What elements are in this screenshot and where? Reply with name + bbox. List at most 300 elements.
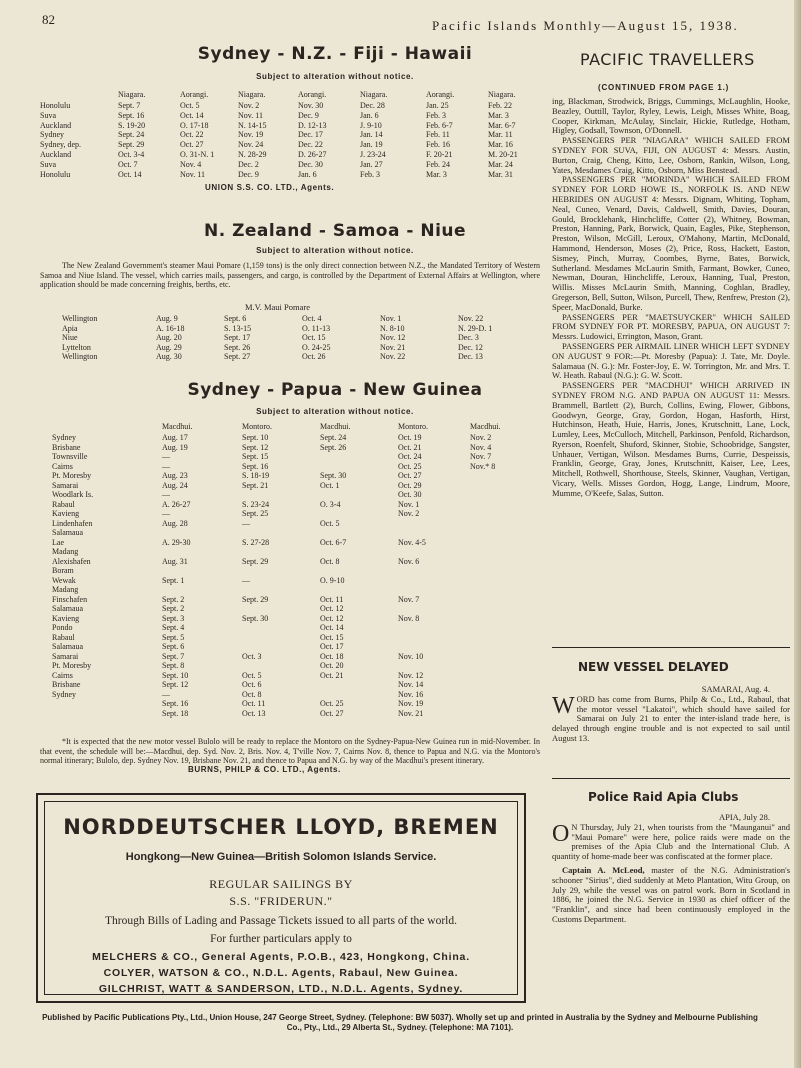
schedule-date: Jan. 19 bbox=[360, 140, 383, 150]
port-name: Wellington bbox=[62, 314, 98, 323]
schedule-column bbox=[156, 314, 184, 362]
schedule-date: Aug. 29 bbox=[156, 342, 182, 352]
schedule-date: Sept. 30 bbox=[242, 613, 269, 623]
papua-subject: Subject to alteration without notice. bbox=[256, 407, 414, 416]
schedule-date: Dec. 13 bbox=[458, 352, 483, 362]
schedule-date: Sept. 4 bbox=[162, 623, 185, 632]
schedule-date bbox=[398, 585, 428, 595]
schedule-date bbox=[398, 519, 428, 529]
schedule-date bbox=[242, 633, 272, 643]
schedule-date bbox=[398, 566, 428, 576]
ad-ship: S.S. "FRIDERUN." bbox=[229, 894, 333, 908]
schedule-date: — bbox=[242, 575, 250, 585]
schedule-date bbox=[320, 490, 350, 500]
schedule-date: Jan. 6 bbox=[298, 169, 317, 179]
papua-agents: BURNS, PHILP & CO. LTD., Agents. bbox=[188, 765, 341, 774]
schedule-date: Nov. 16 bbox=[398, 689, 424, 699]
ship-name: Aorangi. bbox=[298, 90, 327, 99]
schedule-date bbox=[398, 547, 428, 557]
schedule-date: Oct. 8 bbox=[320, 556, 340, 566]
schedule-date bbox=[398, 576, 428, 586]
schedule-date: Feb. 22 bbox=[488, 101, 512, 110]
schedule-date: Oct. 8 bbox=[242, 689, 262, 699]
schedule-date bbox=[242, 623, 272, 633]
schedule-date: Nov. 10 bbox=[398, 651, 424, 661]
schedule-date: Sept. 2 bbox=[162, 594, 185, 604]
schedule-date: Oct. 27 bbox=[180, 140, 204, 150]
port-name: Pondo bbox=[52, 623, 73, 632]
raid-article bbox=[552, 813, 790, 925]
schedule-date: Nov. 24 bbox=[238, 140, 264, 150]
schedule-date: Feb. 16 bbox=[426, 140, 450, 150]
schedule-date: Sept. 27 bbox=[224, 352, 251, 362]
schedule-date: Feb. 11 bbox=[426, 130, 450, 140]
schedule-date: Nov. 21 bbox=[398, 708, 424, 718]
travellers-body bbox=[552, 97, 790, 499]
schedule-date: Nov. 6 bbox=[398, 556, 420, 566]
port-name: Brisbane bbox=[52, 680, 81, 689]
schedule-date: Nov. 2 bbox=[398, 509, 420, 518]
schedule-date: Mar. 31 bbox=[488, 169, 513, 179]
schedule-date: Oct. 7 bbox=[118, 159, 138, 169]
schedule-date: Sept. 18 bbox=[162, 708, 189, 718]
ad-agent: GILCHRIST, WATT & SANDERSON, LTD., N.D.L. Agents, Sydney. bbox=[98, 983, 464, 995]
schedule-date: Jan. 27 bbox=[360, 159, 383, 169]
schedule-date: Nov. 4 bbox=[470, 442, 492, 452]
port-name: Woodlark Is. bbox=[52, 490, 94, 499]
schedule-column bbox=[118, 90, 145, 179]
schedule-date bbox=[320, 462, 350, 472]
schedule-date: Nov. 11 bbox=[180, 169, 205, 179]
schedule-date: Dec. 12 bbox=[458, 342, 483, 352]
schedule-date: Oct. 25 bbox=[398, 461, 422, 471]
schedule-date: Sept. 10 bbox=[162, 670, 189, 680]
schedule-date: Sept. 29 bbox=[242, 594, 269, 604]
schedule-column bbox=[398, 422, 428, 718]
schedule-date: Aug. 19 bbox=[162, 442, 188, 452]
schedule-date: A. 16-18 bbox=[156, 323, 185, 333]
schedule-date: Oct. 14 bbox=[320, 623, 344, 632]
port-name: Lindenhafen bbox=[52, 518, 93, 528]
niue-heading: N. Zealand - Samoa - Niue bbox=[203, 221, 467, 241]
port-name: Niue bbox=[62, 333, 78, 343]
port-name: Finschafen bbox=[52, 594, 88, 604]
schedule-date: Aug. 24 bbox=[162, 480, 188, 490]
schedule-date: Oct. 27 bbox=[320, 708, 344, 718]
schedule-date: Sept. 10 bbox=[242, 433, 269, 442]
schedule-date: Sept. 7 bbox=[118, 101, 141, 110]
schedule-date: — bbox=[162, 461, 170, 471]
ship-name: Niagara. bbox=[360, 90, 388, 99]
ad-regular: REGULAR SAILINGS BY bbox=[209, 877, 353, 891]
port-name: Rabaul bbox=[52, 632, 75, 642]
schedule-date: Sept. 16 bbox=[162, 699, 189, 708]
schedule-date: Oct. 14 bbox=[118, 169, 142, 179]
schedule-date: Nov. 2 bbox=[238, 101, 260, 110]
schedule-date: Nov. 11 bbox=[238, 110, 263, 120]
port-name: Auckland bbox=[40, 120, 72, 130]
schedule-date: Sept. 16 bbox=[242, 461, 269, 471]
ship-name: Aorangi. bbox=[426, 90, 455, 99]
port-name: Cairns bbox=[52, 670, 73, 680]
ship-name: Macdhui. bbox=[162, 422, 193, 431]
schedule-date: Oct. 4 bbox=[302, 314, 322, 323]
schedule-column bbox=[242, 422, 272, 718]
divider bbox=[552, 778, 790, 779]
port-name: Sydney, dep. bbox=[40, 140, 82, 150]
schedule-date: Oct. 17 bbox=[320, 642, 344, 651]
schedule-date: Dec. 30 bbox=[298, 159, 323, 169]
vessel-dateline: SAMARAI, Aug. 4. bbox=[701, 684, 770, 694]
papua-heading: Sydney - Papua - New Guinea bbox=[187, 380, 483, 400]
port-name: Suva bbox=[40, 159, 56, 169]
schedule-date bbox=[320, 680, 350, 690]
schedule-date bbox=[320, 690, 350, 700]
schedule-date: Sept. 3 bbox=[162, 613, 185, 623]
schedule-date: Sept. 5 bbox=[162, 632, 185, 642]
schedule-date: D. 12-13 bbox=[298, 120, 327, 130]
schedule-date: Oct. 6-7 bbox=[320, 537, 347, 547]
schedule-date: Aug. 20 bbox=[156, 333, 182, 343]
ship-name: Montoro. bbox=[242, 422, 272, 431]
schedule-date bbox=[242, 528, 272, 538]
ship-name: Niagara. bbox=[118, 90, 146, 99]
schedule-date: Oct. 27 bbox=[398, 471, 422, 480]
ad-title: NORDDEUTSCHER LLOYD, BREMEN bbox=[63, 815, 499, 839]
schedule-date: F. 20-21 bbox=[426, 149, 453, 159]
schedule-column bbox=[360, 90, 387, 179]
schedule-date: Nov. 1 bbox=[380, 314, 402, 323]
schedule-column bbox=[302, 314, 330, 362]
schedule-date: Nov. 4-5 bbox=[398, 537, 426, 547]
schedule-date: — bbox=[162, 452, 170, 461]
travellers-heading: PACIFIC TRAVELLERS bbox=[580, 50, 755, 69]
schedule-date: Oct. 1 bbox=[320, 480, 340, 490]
schedule-column bbox=[320, 422, 350, 718]
schedule-date: Oct. 3 bbox=[242, 651, 262, 661]
port-name: Salamaua bbox=[52, 604, 84, 613]
dropcap: O bbox=[552, 820, 570, 847]
schedule-date: Nov. 1 bbox=[398, 499, 420, 509]
schedule-date bbox=[398, 661, 428, 671]
schedule-date: Oct. 12 bbox=[320, 604, 344, 613]
schedule-date bbox=[162, 528, 192, 538]
port-name: Samarai bbox=[52, 651, 79, 661]
schedule-date: J. 23-24 bbox=[360, 149, 386, 159]
schedule-date: D. 26-27 bbox=[298, 149, 327, 159]
schedule-date: Mar. 16 bbox=[488, 140, 513, 150]
port-name: Kavieng bbox=[52, 509, 80, 518]
schedule-date: Oct. 22 bbox=[180, 130, 204, 140]
schedule-date bbox=[162, 547, 192, 557]
port-name: Apia bbox=[62, 323, 78, 333]
schedule-date: Oct. 13 bbox=[242, 708, 266, 718]
schedule-date: S. 18-19 bbox=[242, 471, 270, 480]
schedule-date: Mar. 6-7 bbox=[488, 120, 516, 130]
ship-name: Niagara. bbox=[238, 90, 266, 99]
schedule-date bbox=[320, 509, 350, 519]
schedule-date: Nov. 7 bbox=[398, 594, 420, 604]
schedule-date bbox=[398, 623, 428, 633]
schedule-date: Jan. 14 bbox=[360, 130, 383, 140]
travellers-paragraph: PASSENGERS PER "MORINDA" WHICH SAILED FROM SYDNEY FOR LORD HOWE IS., NORFOLK IS. AND NEW HEBRIDES ON AUGUST 4: Messrs. Dignam, Whiting, Topham, Neal, Cuneo, Venard, Davis, Caldwell, Smith, Davies, Douran, Gould, Brocklehank, Hinchcliffe, Cotter (2), Whitney, Bowman, Preston, Hanning, Park, Borwick, Quain, Eagles, Pike, Stephenson, Preston, Wilson, McGill, Leroux, O'Mahony, Martin, McDonald, Hammond, Henderson, Moses (2), Price, Ross, Hackett, Easton, Sismey, Pinch, Murray, Coombes, Byrne, Bates, Borwick, Sutherland. Mesdames McLaurin Smith, Farmant, Bowker, Cuneo, Newman, Douran, Hinchcliffe, Leroux, Hanning, Tual, Preston, Willis. Misses McLaurin Smith, Manning, Coghlan, Bradley, Gregerson, Bell, Sutton, Wilson, Purcell, Thew, Renfrew, Preston (2), Speer, MacDonald, Burke. bbox=[552, 174, 790, 312]
schedule-date: J. 9-10 bbox=[360, 120, 382, 130]
port-name: Rabaul bbox=[52, 499, 75, 509]
schedule-date: S. 23-24 bbox=[242, 499, 270, 509]
mcleod-body: master of the N.G. Administration's schooner "Sirius", died suddenly at Meto Plantation, Witu Group, on July 29, while the vessel was on patrol work. Born in Scotland in 1886, he joined the N.G. Service in 1930 as chief officer of the "Franklin", and since had been continuously employed in the Customs Department. bbox=[552, 864, 791, 924]
schedule-date: — bbox=[162, 689, 170, 699]
schedule-date: Nov. 19 bbox=[238, 130, 264, 140]
schedule-column bbox=[180, 90, 214, 179]
dropcap: W bbox=[552, 692, 575, 719]
schedule-date bbox=[242, 566, 272, 576]
schedule-date: Oct. 25 bbox=[320, 699, 344, 708]
fiji-agents: UNION S.S. CO. LTD., Agents. bbox=[205, 183, 335, 192]
port-name: Kavieng bbox=[52, 613, 80, 623]
raid-body: N Thursday, July 21, when tourists from the "Maunganui" and "Maui Pomare" were here, police raids were made on the premises of the Apia Club and the International Club. A quantity of home-made beer was confiscated at the former place. bbox=[552, 821, 790, 862]
schedule-date: S. 19-20 bbox=[118, 120, 146, 130]
schedule-date: Feb. 24 bbox=[426, 159, 450, 169]
schedule-date: Sept. 12 bbox=[162, 680, 189, 689]
papua-schedule bbox=[52, 422, 542, 732]
schedule-column bbox=[380, 314, 405, 362]
fiji-subject: Subject to alteration without notice. bbox=[256, 72, 414, 81]
schedule-date: Oct. 11 bbox=[242, 699, 266, 708]
schedule-date bbox=[320, 547, 350, 557]
schedule-date: Sept. 16 bbox=[118, 110, 145, 120]
schedule-date: Feb. 3 bbox=[360, 169, 380, 179]
ship-name: Aorangi. bbox=[180, 90, 209, 99]
niue-ports bbox=[62, 314, 97, 362]
port-name: Wewak bbox=[52, 575, 76, 585]
schedule-date: Oct. 20 bbox=[320, 661, 344, 670]
schedule-date: — bbox=[242, 518, 250, 528]
port-name: Wellington bbox=[62, 352, 98, 362]
travellers-paragraph: ing, Blackman, Strodwick, Briggs, Cummings, McLaughlin, Hooke, Beazley, Outtill, Taylor, Ryley, Lewis, Leigh, Misses White, Boag, Cooper, Kirkman, McAulay, Sinclair, Hickie, Rutledge, Hotham, Higley, Godsall, Townson, O'Donnell. bbox=[552, 96, 790, 136]
schedule-date: Nov. 7 bbox=[470, 452, 492, 461]
schedule-date: O. 17-18 bbox=[180, 120, 209, 130]
fiji-schedule bbox=[40, 90, 540, 180]
schedule-column bbox=[488, 90, 518, 179]
travellers-paragraph: PASSENGERS PER AIRMAIL LINER WHICH LEFT SYDNEY ON AUGUST 9 FOR:—Pt. Moresby (Papua): J. Tate, Mr. Doyle. Salamaua (N. G.): Mr. Foster-Joy, E. W. Torrington, Mr. and Mrs. T. W. Heath. Rabaul (N.G.): G. W. Scott. bbox=[552, 340, 790, 381]
port-name: Honolulu bbox=[40, 169, 71, 179]
schedule-date: A. 29-30 bbox=[162, 537, 191, 547]
schedule-date: Nov. 22 bbox=[458, 314, 484, 323]
page-number: 82 bbox=[42, 12, 55, 27]
port-name: Alexishafen bbox=[52, 556, 91, 566]
schedule-date: Oct. 26 bbox=[302, 352, 326, 362]
schedule-date: Oct. 15 bbox=[302, 333, 326, 343]
port-name: Lae bbox=[52, 537, 64, 547]
schedule-date: Oct. 18 bbox=[320, 651, 344, 661]
niue-subject: Subject to alteration without notice. bbox=[256, 246, 414, 255]
schedule-date bbox=[242, 661, 272, 671]
schedule-date: Sept. 24 bbox=[118, 130, 145, 140]
port-name: Salamaua bbox=[52, 642, 84, 651]
schedule-date: Nov. 21 bbox=[380, 342, 406, 352]
port-name: Sydney bbox=[52, 433, 76, 442]
schedule-date: Nov. 12 bbox=[398, 670, 424, 680]
vessel-article bbox=[552, 685, 790, 744]
page-edge-shadow bbox=[794, 0, 801, 1068]
schedule-date: Aug. 31 bbox=[162, 556, 188, 566]
ndl-advertisement bbox=[36, 793, 526, 1003]
schedule-date: Jan. 25 bbox=[426, 101, 449, 110]
schedule-date: Oct. 5 bbox=[242, 670, 262, 680]
schedule-date: Sept. 26 bbox=[224, 342, 251, 352]
divider bbox=[552, 647, 790, 648]
schedule-date: Dec. 2 bbox=[238, 159, 259, 169]
niue-ship: M.V. Maui Pomare bbox=[245, 302, 311, 312]
port-name: Auckland bbox=[40, 149, 72, 159]
schedule-date bbox=[242, 547, 272, 557]
schedule-date: Oct. 5 bbox=[180, 101, 200, 110]
schedule-date: Dec. 17 bbox=[298, 130, 323, 140]
ad-agent: COLYER, WATSON & CO., N.D.L. Agents, Rabaul, New Guinea. bbox=[103, 967, 459, 979]
schedule-date: Nov. 12 bbox=[380, 333, 406, 343]
schedule-date bbox=[398, 633, 428, 643]
port-name: Pt. Moresby bbox=[52, 661, 92, 670]
schedule-date: Jan. 6 bbox=[360, 110, 379, 120]
schedule-date: Sept. 30 bbox=[320, 471, 347, 480]
schedule-date: Mar. 24 bbox=[488, 159, 513, 169]
schedule-date: Nov. 30 bbox=[298, 101, 324, 110]
schedule-date: Aug. 17 bbox=[162, 433, 188, 442]
ship-name: Macdhui. bbox=[320, 422, 351, 431]
schedule-date: O. 31-N. 1 bbox=[180, 149, 215, 159]
schedule-date bbox=[162, 585, 192, 595]
schedule-date bbox=[320, 585, 350, 595]
schedule-date: Dec. 28 bbox=[360, 101, 385, 110]
schedule-date: Oct. 5 bbox=[320, 518, 340, 528]
port-name: Brisbane bbox=[52, 442, 81, 452]
ad-agent: MELCHERS & CO., General Agents, P.O.B., 423, Hongkong, China. bbox=[92, 951, 470, 963]
raid-heading: Police Raid Apia Clubs bbox=[588, 790, 739, 804]
schedule-date: Oct. 19 bbox=[398, 433, 422, 442]
schedule-date: Nov. 4 bbox=[180, 159, 202, 169]
raid-dateline: APIA, July 28. bbox=[718, 812, 770, 822]
schedule-date bbox=[242, 585, 272, 595]
schedule-date: Aug. 28 bbox=[162, 518, 188, 528]
schedule-date: Feb. 3 bbox=[426, 110, 446, 120]
schedule-date: M. 20-21 bbox=[488, 149, 518, 159]
schedule-date: S. 13-15 bbox=[224, 323, 252, 333]
schedule-date: O. 3-4 bbox=[320, 499, 341, 509]
schedule-date: Oct. 3-4 bbox=[118, 149, 145, 159]
schedule-date: Nov. 19 bbox=[398, 699, 424, 708]
schedule-date: Aug. 30 bbox=[156, 352, 182, 362]
schedule-date bbox=[320, 566, 350, 576]
schedule-date bbox=[398, 604, 428, 614]
schedule-date: Nov. 8 bbox=[398, 613, 420, 623]
port-name: Sydney bbox=[52, 689, 76, 699]
port-name: Sydney bbox=[40, 130, 64, 140]
schedule-date: Sept. 8 bbox=[162, 661, 185, 670]
schedule-date: Sept. 29 bbox=[118, 140, 145, 150]
schedule-date: Sept. 17 bbox=[224, 333, 251, 343]
schedule-date bbox=[242, 642, 272, 652]
schedule-date: Nov. 22 bbox=[380, 352, 406, 362]
schedule-date: Nov. 14 bbox=[398, 680, 424, 689]
mcleod-name: Captain A. McLeod, bbox=[562, 864, 645, 875]
schedule-column bbox=[470, 422, 500, 471]
schedule-date: Nov.* 8 bbox=[470, 461, 496, 471]
schedule-column bbox=[426, 90, 454, 179]
schedule-date: Mar. 3 bbox=[426, 169, 447, 179]
schedule-date: Sept. 7 bbox=[162, 651, 185, 661]
schedule-date: Dec. 3 bbox=[458, 333, 479, 343]
port-name: Honolulu bbox=[40, 101, 71, 110]
port-name: Townsville bbox=[52, 452, 88, 461]
vessel-body: ORD has come from Burns, Philp & Co., Ltd., Rabaul, that the motor vessel "Lakatoi", which should have sailed for Samarai on July 21 to enter the inter-island trade here, is delayed through engine trouble and is not expected to sail until August 13. bbox=[552, 693, 790, 743]
port-name: Madang bbox=[52, 547, 79, 556]
schedule-column bbox=[224, 314, 251, 362]
niue-intro: The New Zealand Government's steamer Maui Pomare (1,159 tons) is the only direct connection between N.Z., the Mandated Territory of Western Samoa and Niue Island. The vessel, which carries mails, passengers, and cargo, is controlled by the Department of External Affairs at Wellington, where application should be made concerning freights, berths, etc. bbox=[40, 261, 540, 290]
schedule-date: — bbox=[162, 509, 170, 518]
schedule-date: Sept. 1 bbox=[162, 575, 185, 585]
schedule-date bbox=[162, 566, 192, 576]
port-name: Suva bbox=[40, 110, 56, 120]
ad-route: Hongkong—New Guinea—British Solomon Islands Service. bbox=[125, 851, 437, 863]
travellers-paragraph: PASSENGERS PER "MACDHUI" WHICH ARRIVED IN SYDNEY FROM N.G. AND PAPUA ON AUGUST 11: Messrs. Brammell, Bartlett (2), Burch, Collins, Ewing, Flower, Gibbons, Goodwyn, George, Gray, Gordon, Hogan, Hasforth, Hirst, Hutchinson, Heath, Huie, Harris, Jones, Krutschnitt, Lane, Lock, Lumley, Lees, McCulloch, Mitchell, Parkinson, Penfold, Richardson, Ryerson, Roenfelt, Shuford, Skinner, Stobie, Schoobridge, Sangster, Unhauer, Vertigan, Wilson. Mesdames Burns, Currie, Despeissis, Franklin, George, Gray, Jones, Krutschnitt, Kaiser, Lee, Lees, Mitchell, Rothwell, Shorthouse, Steels, Skinner, Vaughan, Vertigan, Vicary, Wells. Misses Gordon, Hogg, Lange, Lindrum, Moore, Mumme, O'Keefe, Salas, Sutton. bbox=[552, 380, 790, 498]
schedule-date bbox=[320, 452, 350, 462]
schedule-date: Oct. 21 bbox=[398, 442, 422, 452]
port-name: Samarai bbox=[52, 480, 79, 490]
schedule-date: Mar. 3 bbox=[488, 110, 509, 120]
niue-schedule bbox=[62, 314, 532, 366]
schedule-date: Sept. 2 bbox=[162, 604, 185, 613]
schedule-date: Dec. 22 bbox=[298, 140, 323, 150]
running-header: Pacific Islands Monthly—August 15, 1938. bbox=[432, 18, 739, 33]
schedule-date: N. 28-29 bbox=[238, 149, 267, 159]
publisher-footer: Published by Pacific Publications Pty., Ltd., Union House, 247 George Street, Sydney. (Telephone: BW 5037). Wholly set up and printed in Australia by the Sydney and Melbourne Publishing Co., Pty., Ltd., 29 Alberta St., Sydney. (Telephone: MA 7101). bbox=[42, 1013, 758, 1032]
schedule-date: Sept. 6 bbox=[162, 642, 185, 651]
ad-further: For further particulars apply to bbox=[210, 933, 352, 945]
fiji-heading: Sydney - N.Z. - Fiji - Hawaii bbox=[197, 44, 473, 64]
port-name: Cairns bbox=[52, 461, 73, 471]
schedule-date: Oct. 24 bbox=[398, 452, 422, 461]
travellers-paragraph: PASSENGERS PER "MAETSUYCKER" WHICH SAILED FROM SYDNEY FOR PT. MORESBY, PAPUA, ON AUGUST 7: Messrs. Ludowici, Errington, Mason, Grant. bbox=[552, 311, 790, 342]
schedule-date bbox=[242, 490, 272, 500]
schedule-date bbox=[320, 528, 350, 538]
schedule-date: Sept. 15 bbox=[242, 452, 269, 461]
schedule-date: Sept. 24 bbox=[320, 433, 347, 442]
schedule-column bbox=[162, 422, 192, 718]
schedule-date: Sept. 29 bbox=[242, 556, 269, 566]
schedule-date: Sept. 6 bbox=[224, 314, 247, 323]
schedule-column bbox=[298, 90, 326, 179]
port-name: Pt. Moresby bbox=[52, 471, 92, 480]
port-name: Madang bbox=[52, 585, 79, 594]
schedule-date: Aug. 23 bbox=[162, 471, 188, 480]
fiji-ports bbox=[40, 101, 81, 179]
schedule-column bbox=[238, 90, 266, 179]
schedule-date: Nov. 2 bbox=[470, 433, 492, 442]
schedule-date: Sept. 26 bbox=[320, 442, 347, 452]
schedule-date bbox=[398, 642, 428, 652]
schedule-date: — bbox=[162, 490, 170, 499]
schedule-date: Sept. 12 bbox=[242, 442, 269, 452]
schedule-date: Oct. 21 bbox=[320, 670, 344, 680]
travellers-paragraph: PASSENGERS PER "NIAGARA" WHICH SAILED FROM SYDNEY FOR SUVA, FIJI, ON AUGUST 4: Messrs. Austin, Burton, Craig, Cheng, Kitto, Lee, Osborn, Rankin, Wilson, Long, Yates, Mesdames Craig, Kitto, Osborn, Miss Benstead. bbox=[552, 135, 790, 175]
travellers-continued: (CONTINUED FROM PAGE 1.) bbox=[598, 83, 730, 92]
schedule-date: Dec. 9 bbox=[238, 169, 259, 179]
ad-through: Through Bills of Lading and Passage Tickets issued to all parts of the world. bbox=[105, 915, 457, 927]
schedule-date: O. 24-25 bbox=[302, 342, 331, 352]
schedule-date: Dec. 9 bbox=[298, 110, 319, 120]
schedule-date: Oct. 6 bbox=[242, 680, 262, 689]
schedule-column bbox=[458, 314, 492, 362]
